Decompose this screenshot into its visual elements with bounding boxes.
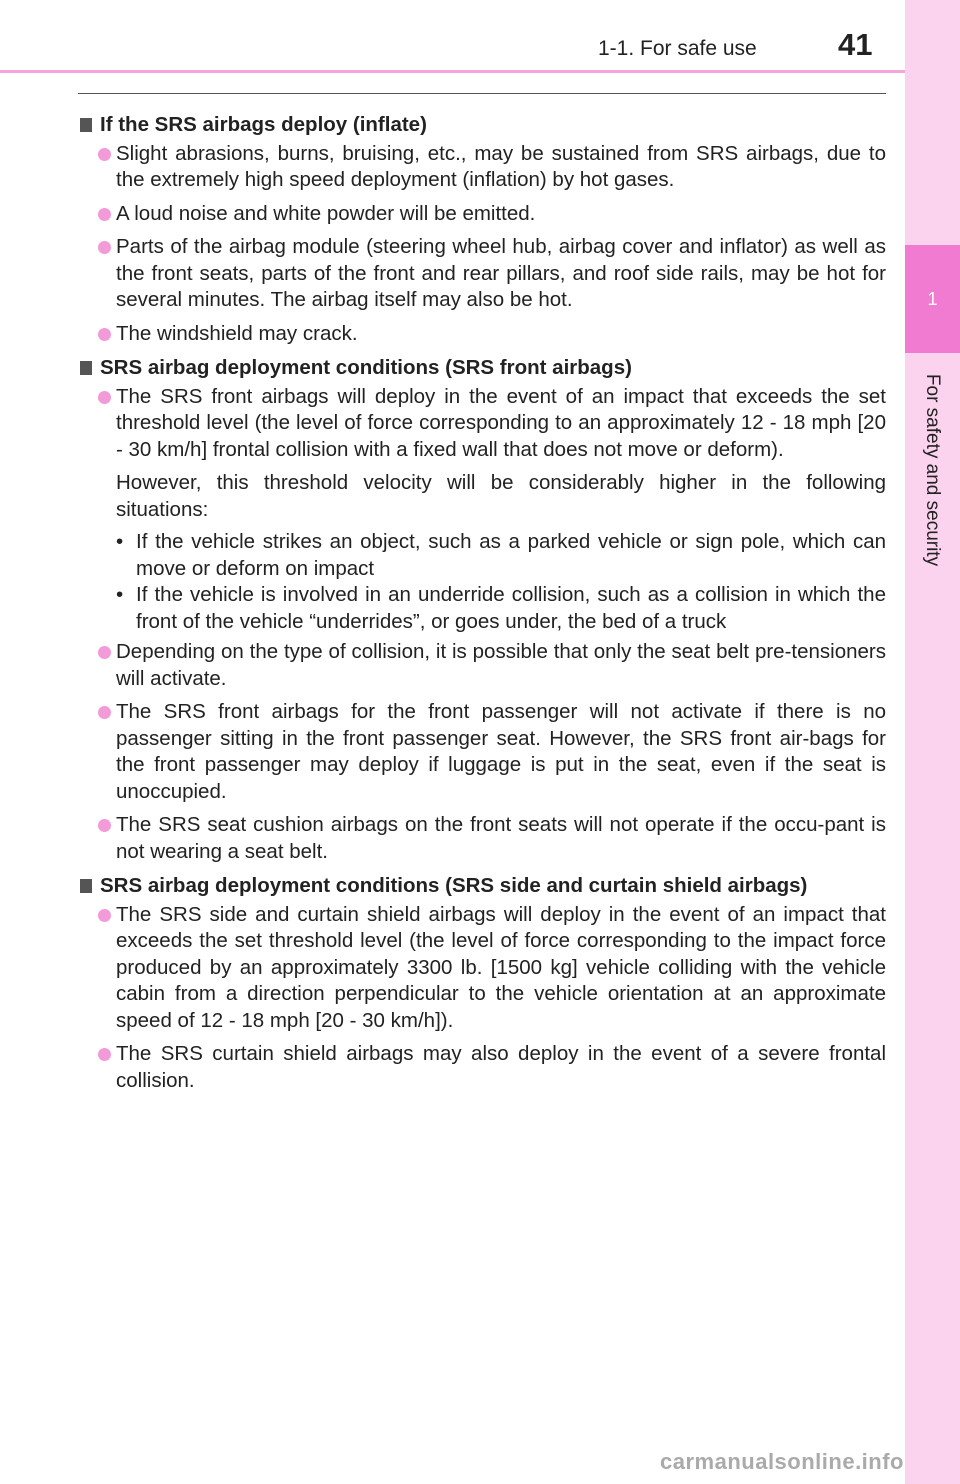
bullet-item: Parts of the airbag module (steering wheel hub, airbag cover and inflator) as well as the front seats, parts of the front and rear pillars, and roof side rails, may be hot for several minutes. The airbag itself may also be hot. bbox=[80, 234, 886, 314]
chapter-title: For safety and security bbox=[922, 373, 943, 567]
circle-bullet-icon bbox=[98, 1048, 111, 1061]
circle-bullet-icon bbox=[98, 241, 111, 254]
section-heading-front-airbags: SRS airbag deployment conditions (SRS front airbags) bbox=[80, 355, 886, 382]
bullet-item: The SRS front airbags for the front passenger will not activate if there is no passenger sitting in the front passenger seat. However, the SRS front air-bags for the front passenger may deploy if luggage is put in the seat, even if the seat is unoccupied. bbox=[80, 699, 886, 805]
page-number: 41 bbox=[838, 27, 873, 62]
bullet-item: Depending on the type of collision, it is possible that only the seat belt pre-tensioners will activate. bbox=[80, 639, 886, 692]
bullet-item: The SRS front airbags will deploy in the event of an impact that exceeds the set threshold level (the level of force corresponding to an approximately 12 - 18 mph [20 - 30 km/h] frontal collision with a fixed wall that does not move or deform). bbox=[80, 384, 886, 464]
sub-item: • If the vehicle strikes an object, such as a parked vehicle or sign pole, which can move or deform on impact bbox=[116, 530, 886, 580]
circle-bullet-icon bbox=[98, 328, 111, 341]
circle-bullet-icon bbox=[98, 391, 111, 404]
section-heading-side-curtain-airbags: SRS airbag deployment conditions (SRS side and curtain shield airbags) bbox=[80, 873, 886, 900]
circle-bullet-icon bbox=[98, 148, 111, 161]
chapter-side-tab bbox=[905, 0, 960, 1484]
sub-list bbox=[80, 529, 886, 635]
page-content bbox=[80, 104, 886, 1101]
circle-bullet-icon bbox=[98, 819, 111, 832]
circle-bullet-icon bbox=[98, 646, 111, 659]
section-heading-deploy: If the SRS airbags deploy (inflate) bbox=[80, 112, 886, 139]
circle-bullet-icon bbox=[98, 909, 111, 922]
bullet-item: The SRS side and curtain shield airbags will deploy in the event of an impact that exceeds the set threshold level (the level of force corresponding to the impact force produced by an approximately 3300 lb. [1500 kg] vehicle colliding with the vehicle cabin from a direction perpendicular to the vehicle orientation at an approximate speed of 12 - 18 mph [20 - 30 km/h]). bbox=[80, 902, 886, 1035]
sub-item-marker: • bbox=[116, 583, 124, 606]
square-bullet-icon bbox=[80, 361, 92, 375]
header-divider bbox=[0, 70, 905, 73]
top-rule bbox=[78, 93, 886, 94]
sub-item: • If the vehicle is involved in an underride collision, such as a collision in which the front of the vehicle “underrides”, or goes under, the bed of a truck bbox=[116, 583, 886, 633]
bullet-item: The SRS seat cushion airbags on the front seats will not operate if the occu-pant is not wearing a seat belt. bbox=[80, 812, 886, 865]
square-bullet-icon bbox=[80, 879, 92, 893]
running-header-section: 1-1. For safe use bbox=[598, 37, 757, 60]
square-bullet-icon bbox=[80, 118, 92, 132]
bullet-item: Slight abrasions, burns, bruising, etc., may be sustained from SRS airbags, due to the extremely high speed deployment (inflation) by hot gases. bbox=[80, 141, 886, 194]
bullet-item: A loud noise and white powder will be emitted. bbox=[80, 201, 886, 228]
bullet-item: The SRS curtain shield airbags may also deploy in the event of a severe frontal collision. bbox=[80, 1041, 886, 1094]
bullet-item: The windshield may crack. bbox=[80, 321, 886, 348]
sub-item-marker: • bbox=[116, 530, 124, 553]
circle-bullet-icon bbox=[98, 208, 111, 221]
circle-bullet-icon bbox=[98, 706, 111, 719]
chapter-number-tab[interactable]: 1 bbox=[905, 245, 960, 353]
body-paragraph: However, this threshold velocity will be considerably higher in the following situations: bbox=[116, 471, 886, 521]
watermark: carmanualsonline.info bbox=[660, 1449, 904, 1474]
